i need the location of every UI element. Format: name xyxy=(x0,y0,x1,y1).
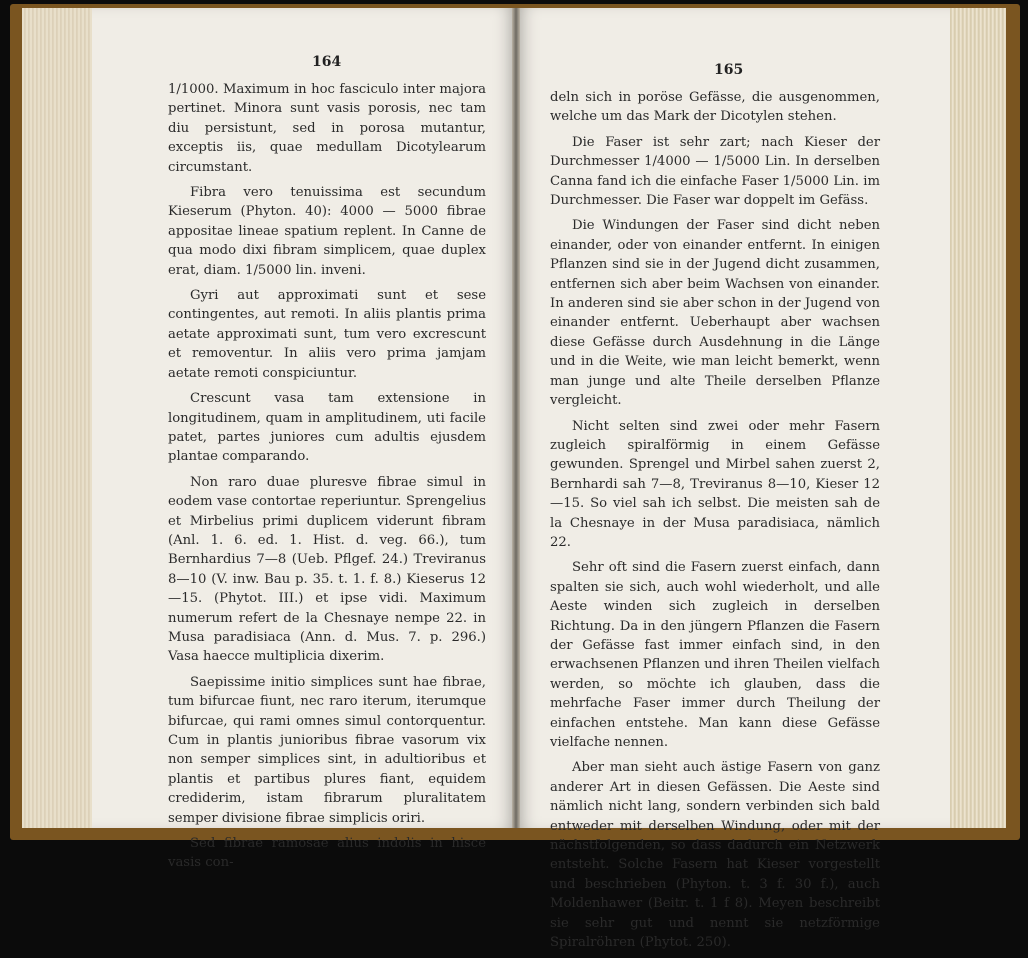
paragraph: Die Windungen der Faser sind dicht neben einander, oder von einander entfernt. In einigen Pflanzen sind sie in der Jugend dicht zusammen, entfernen sich aber beim Wachsen von einander. In anderen sind sie aber schon in der Jugend von einander entfernt. Ueberhaupt aber wachsen diese Gefässe durch Ausdehnung in die Länge und in die Weite, wie man leicht bemerkt, wenn man junge und alte Theile derselben Pflanze vergleicht. xyxy=(550,218,880,409)
page-number-right: 165 xyxy=(714,62,744,78)
page-number-left: 164 xyxy=(312,54,342,70)
paragraph: Nicht selten sind zwei oder mehr Fasern zugleich spiralförmig in einem Gefässe gewunden. Sprengel und Mirbel sahen zuerst 2, Bernhardi sah 7—8, Treviranus 8—10, Kieser 12—15. So viel sah ich selbst. Die meisten sah de la Chesnaye in der Musa paradisiaca, nämlich 22. xyxy=(550,418,880,550)
paragraph: Crescunt vasa tam extensione in longitudinem, quam in amplitudinem, uti facile patet, partes juniores cum adultis ejusdem plantae comparando. xyxy=(168,391,486,465)
right-page xyxy=(516,8,950,951)
paragraph: Sed fibrae ramosae alius indolis in hisce vasis con- xyxy=(168,836,486,871)
paragraph: Sehr oft sind die Fasern zuerst einfach, dann spalten sie sich, auch wohl wiederholt, und alle Aeste winden sich zugleich in derselben Richtung. Da in den jüngern Pflanzen die Fasern der Gefässe fast immer einfach sind, in den erwachsenen Pflanzen und ihren Theilen vielfach werden, so möchte ich glauben, dass die mehrfache Faser immer durch Theilung der einfachen entstehe. Man kann diese Gefässe vielfache nennen. xyxy=(550,560,880,750)
paragraph: Gyri aut approximati sunt et sese contingentes, aut remoti. In aliis plantis prima aetate approximati sunt, tum vero excrescunt et removentur. In aliis vero prima jamjam aetate remoti conspiciuntur. xyxy=(168,288,486,381)
paragraph: Saepissime initio simplices sunt hae fibrae, tum bifurcae fiunt, nec raro iterum, iterumque bifurcae, qui rami omnes simul contorquentur. Cum in plantis junioribus fibrae vasorum vix non semper simplices sint, in adultioribus et plantis et partibus plures fiant, equidem crediderim, istam fibrarum pluralitatem semper divisione fibrae simplicis oriri. xyxy=(168,674,486,826)
book-gutter xyxy=(512,8,520,828)
left-page xyxy=(92,8,516,871)
paragraph: 1/1000. Maximum in hoc fasciculo inter majora pertinet. Minora sunt vasis porosis, nec tam diu persistunt, sed in porosa mutantur, exceptis iis, quae medullam Dicotylearum circumstant. xyxy=(168,82,486,175)
left-page-text xyxy=(168,80,486,879)
page-edges-left xyxy=(22,8,94,828)
right-page-text xyxy=(550,88,880,958)
paragraph: Aber man sieht auch ästige Fasern von ganz anderer Art in diesen Gefässen. Die Aeste sind nämlich nicht lang, sondern verbinden sich bald entweder mit derselben Windung, oder mit der nächstfolgenden, so dass dadurch ein Netzwerk entsteht. Solche Fasern hat Kieser vorgestellt und beschrieben (Phyton. t. 3 f. 30 f.), auch Moldenhawer (Beitr. t. 1 f 8). Meyen beschreibt sie sehr gut und nennt sie netzförmige Spiralröhren (Phytot. 250). xyxy=(550,760,880,951)
paragraph: Non raro duae pluresve fibrae simul in eodem vase contortae reperiuntur. Sprengelius et Mirbelius primi duplicem viderunt fibram (Anl. 1. 6. ed. 1. Hist. d. veg. 66.), tum Bernhardius 7—8 (Ueb. Pflgef. 24.) Treviranus 8—10 (V. inw. Bau p. 35. t. 1. f. 8.) Kieserus 12—15. (Phytot. III.) et ipse vidi. Maximum numerum refert de la Chesnaye nempe 22. in Musa paradisiaca (Ann. d. Mus. 7. p. 296.) Vasa haecce multiplicia dixerim. xyxy=(168,474,486,665)
paragraph: Die Faser ist sehr zart; nach Kieser der Durchmesser 1/4000 — 1/5000 Lin. In derselben Canna fand ich die einfache Faser 1/5000 Lin. im Durchmesser. Die Faser war doppelt im Gefäss. xyxy=(550,134,880,209)
page-edges-right xyxy=(948,8,1006,828)
paragraph: Fibra vero tenuissima est secundum Kieserum (Phyton. 40): 4000 — 5000 fibrae appositae lineae spatium replent. In Canne de qua modo dixi fibram simplicem, quae duplex erat, diam. 1/5000 lin. inveni. xyxy=(168,185,486,278)
paragraph: deln sich in poröse Gefässe, die ausgenommen, welche um das Mark der Dicotylen stehen. xyxy=(550,90,880,125)
